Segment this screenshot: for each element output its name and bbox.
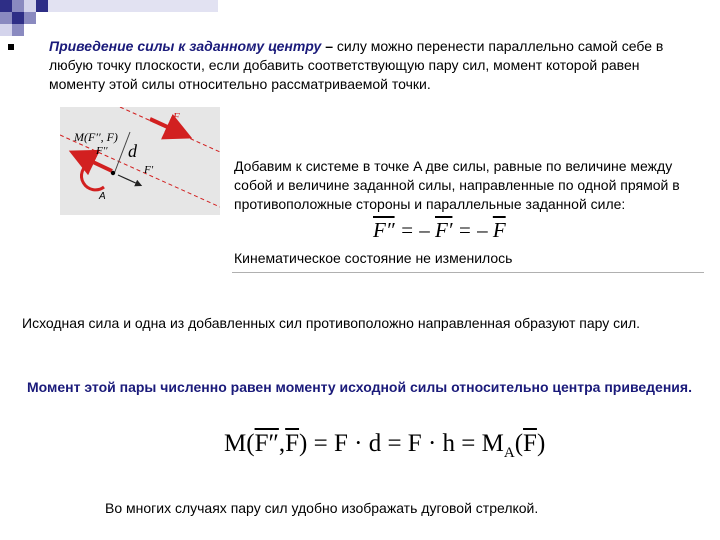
bullet-marker bbox=[8, 44, 14, 50]
force-diagram bbox=[60, 107, 220, 215]
paragraph-couple: Исходная сила и одна из добавленных сил противоположно направленная образуют пару сил. bbox=[22, 315, 641, 331]
formula2-comma: , bbox=[278, 430, 286, 457]
formula2-close: ) bbox=[536, 430, 546, 457]
label-a: A bbox=[99, 191, 106, 202]
formula2-f: $\overline{F}$ bbox=[285, 430, 300, 457]
formula2-part1: M( bbox=[224, 430, 255, 457]
paragraph-add-forces: Добавим к системе в точке A две силы, равные по величине между собой и величине заданной силы, направленные по одной прямой в противоположные стороны и параллельные заданной силе: bbox=[234, 158, 680, 212]
formula2-sub: A bbox=[503, 445, 515, 461]
formula-moment bbox=[224, 430, 545, 462]
heading-dash: – bbox=[325, 38, 333, 54]
divider-line bbox=[232, 272, 704, 273]
force-f-prime-arrow bbox=[118, 175, 140, 185]
formula2-part2: ) = F · d = F · h = M bbox=[299, 430, 504, 457]
label-moment: M(F′′, F) bbox=[74, 130, 118, 144]
formula-f: $\overline{F}$ bbox=[492, 218, 506, 242]
paragraph-moment: Момент этой пары численно равен моменту исходной силы относительно центра приведения. bbox=[27, 379, 692, 395]
paragraph-arc-arrow: Во многих случаях пару сил удобно изображать дуговой стрелкой. bbox=[105, 500, 539, 516]
formula2-f-double: F″ bbox=[254, 430, 279, 457]
force-diagram-svg bbox=[60, 107, 220, 215]
intro-paragraph bbox=[49, 37, 689, 94]
label-f-prime: F′ bbox=[144, 164, 154, 176]
point-a-dot bbox=[111, 171, 115, 175]
label-d: d bbox=[128, 141, 137, 161]
formula-eq1: = – bbox=[399, 218, 430, 242]
intro-text: силу можно перенести параллельно самой себе в любую точку плоскости, если добавить соответствующую пару сил, момент которой равен моменту этой силы относительно рассматриваемой точки. bbox=[49, 38, 664, 92]
line-of-action-bottom bbox=[60, 135, 220, 207]
label-f-double: F′′ bbox=[96, 145, 108, 157]
corner-decoration bbox=[0, 0, 220, 40]
formula-forces bbox=[373, 218, 506, 243]
label-f-top: F bbox=[173, 111, 180, 123]
formula-eq2: = – bbox=[457, 218, 488, 242]
key-term: Приведение силы к заданному центру bbox=[49, 38, 322, 54]
paragraph-kinematic: Кинематическое состояние не изменилось bbox=[234, 250, 513, 266]
formula2-part3: ( bbox=[514, 430, 524, 457]
force-f-arrow bbox=[150, 119, 185, 135]
formula2-f-end: $\overline{F}$ bbox=[523, 430, 537, 457]
formula-f-prime: F′ bbox=[435, 218, 453, 242]
formula-f-double: F″ bbox=[373, 218, 395, 242]
